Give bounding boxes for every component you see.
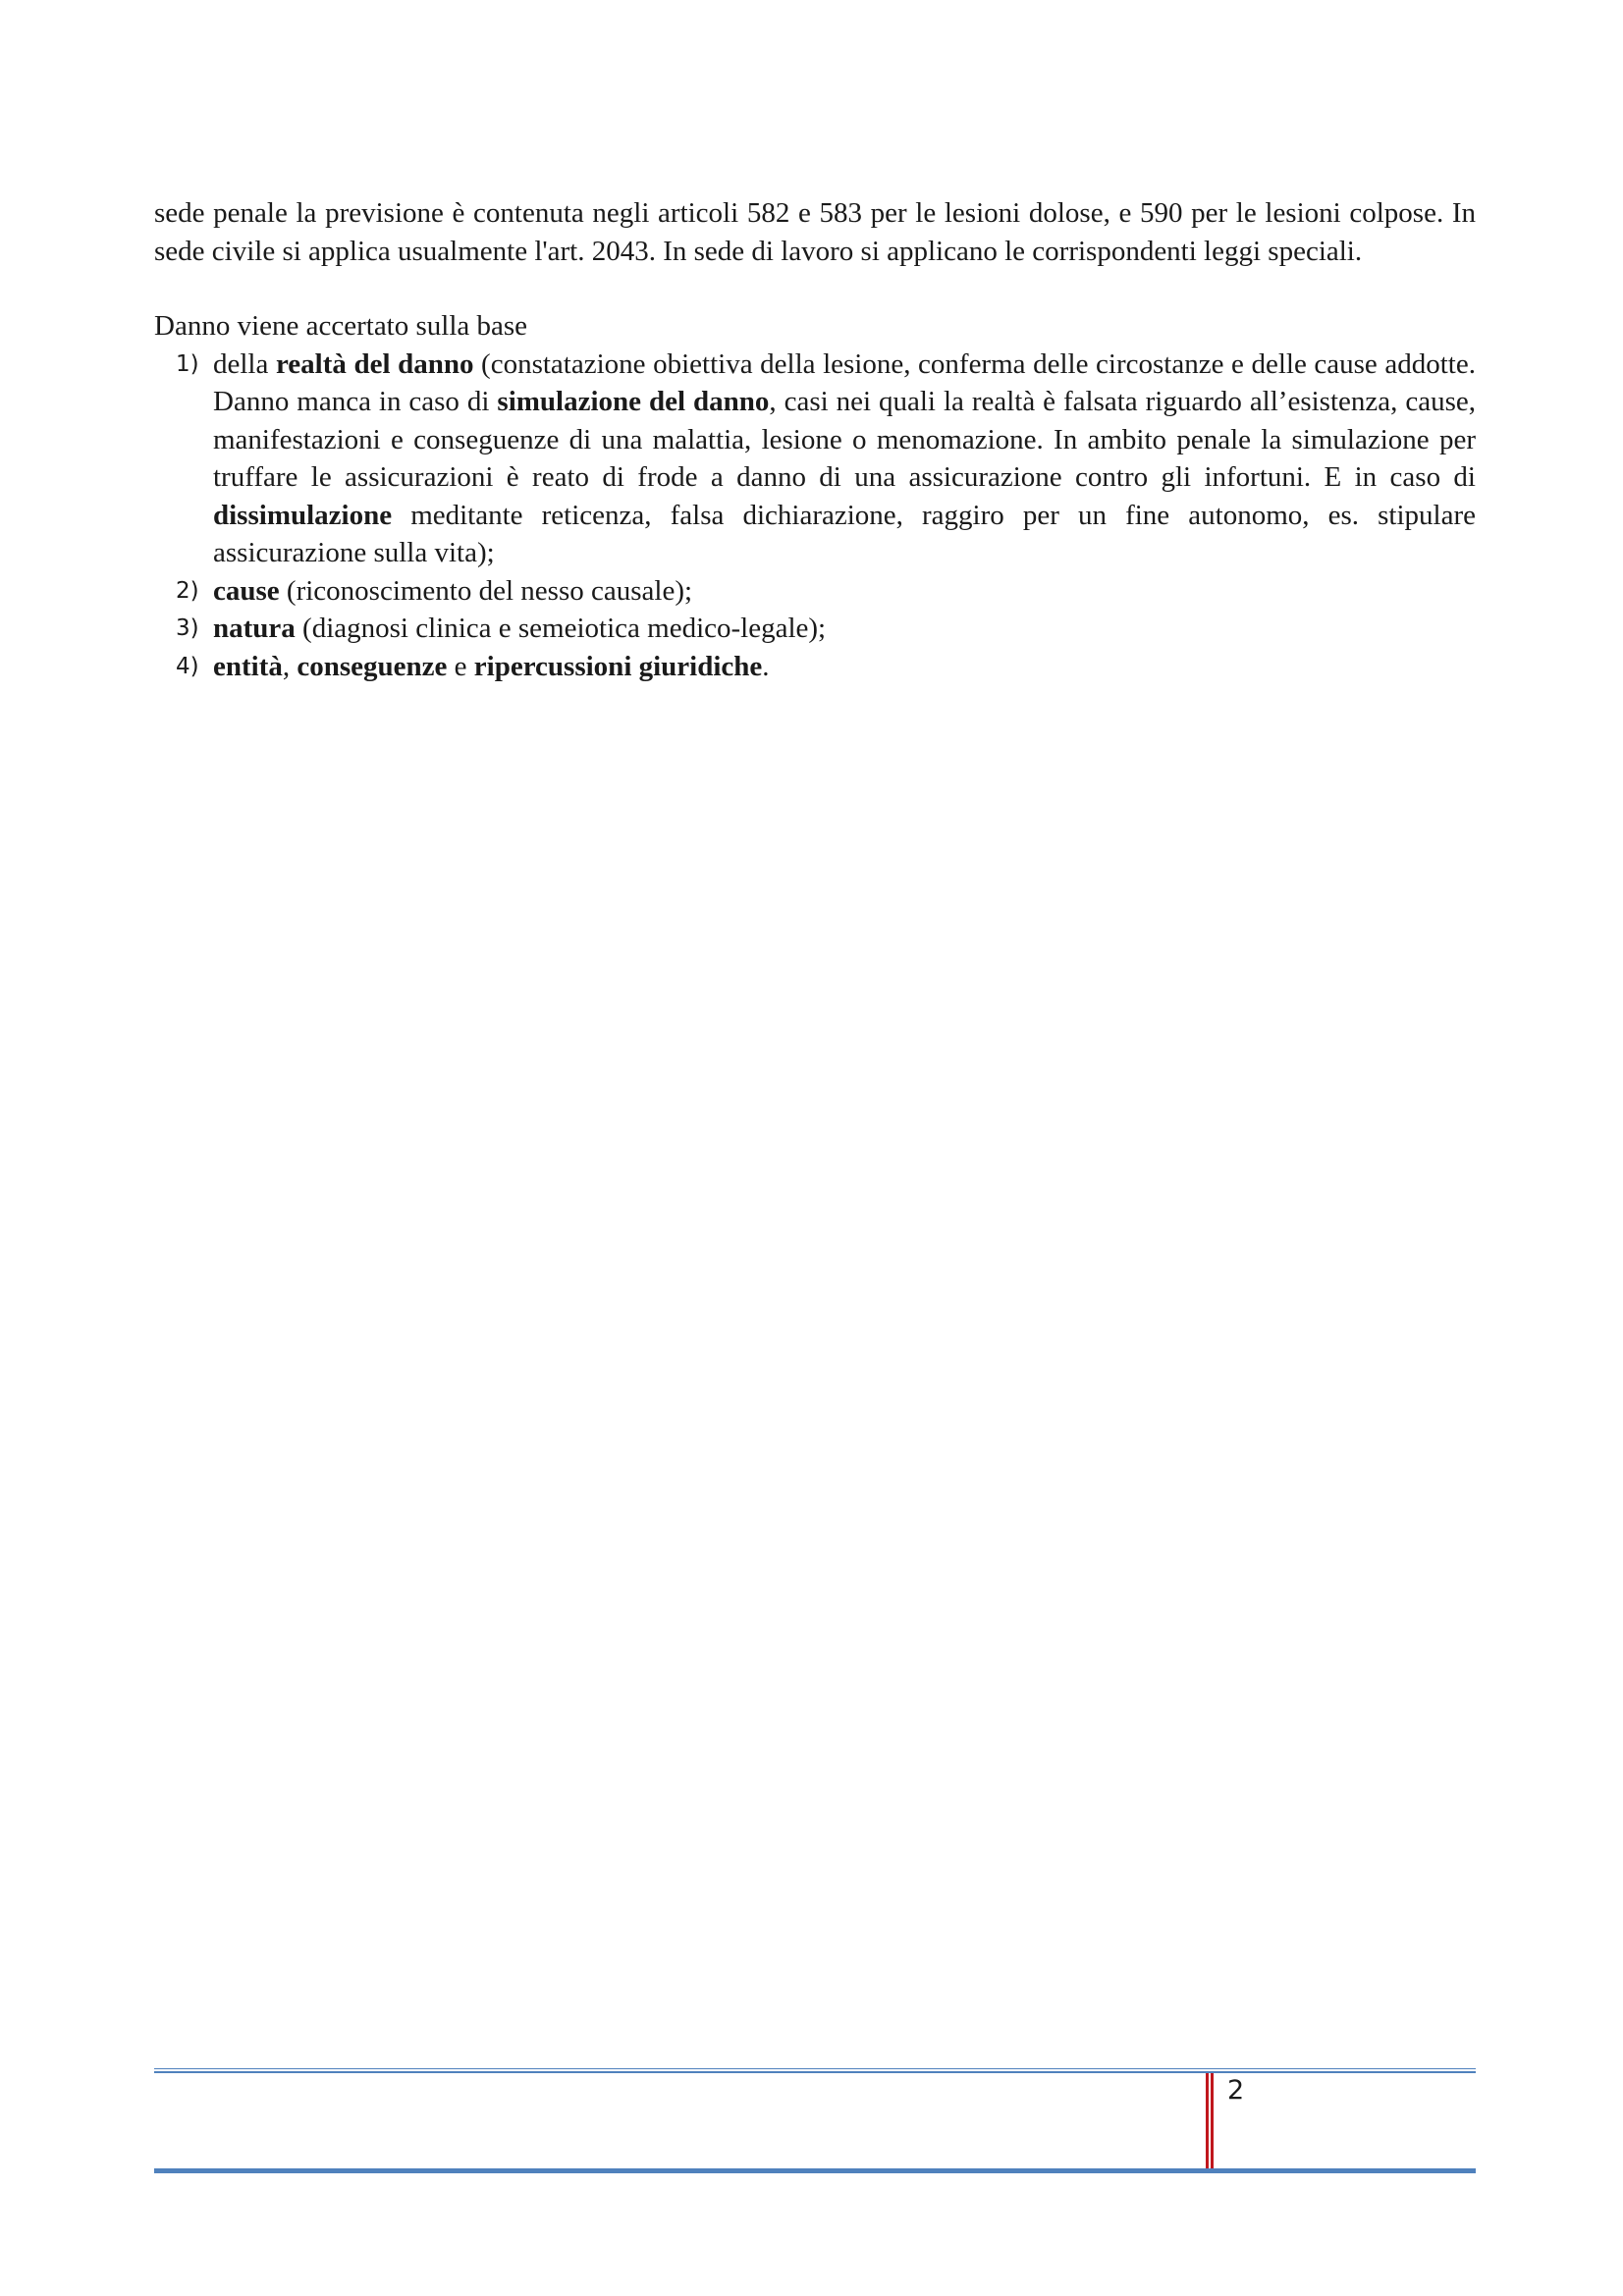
page-number: 2 (1227, 2075, 1245, 2106)
list-item (154, 346, 1476, 572)
list-item (154, 572, 1476, 611)
list-number: 2) (176, 577, 199, 604)
item-text: (diagnosi clinica e semeiotica medico-legale); (295, 613, 827, 644)
item-bold-term: ripercussioni giuridiche (473, 650, 763, 682)
item-bold-term: entità (213, 650, 283, 682)
item-text: . (762, 650, 770, 682)
item-text: e (447, 650, 474, 682)
item-bold-term: natura (213, 613, 296, 644)
item-text: , (282, 650, 298, 682)
list-item (154, 610, 1476, 648)
list-number: 1) (176, 350, 199, 377)
item-bold-term: conseguenze (297, 650, 448, 682)
list-item (154, 648, 1476, 686)
item-bold-term: simulazione del danno (497, 386, 770, 417)
list-intro: Danno viene accertato sulla base (154, 310, 528, 342)
list-number: 4) (176, 653, 199, 679)
footer-accent-bar (1206, 2073, 1214, 2168)
item-text: , casi nei quali la realtà è falsata riguardo all’esistenza, cause, manifestazioni e conseguenze di una malattia, lesione o menomazione. In ambito penale la simulazione per truffare le assicurazioni è reato di frode a danno di una assicurazione contro gli infortuni. E in caso di (213, 386, 1476, 493)
paragraph-legal-provisions: sede penale la previsione è contenuta negli articoli 582 e 583 per le lesioni dolose, e 590 per le lesioni colpose. In sede civile si applica usualmente l'art. 2043. In sede di lavoro si applicano le corrispondenti leggi speciali. (154, 197, 1476, 267)
item-text: meditante reticenza, falsa dichiarazione, raggiro per un fine autonomo, es. stipulare assicurazione sulla vita); (213, 499, 1476, 568)
list-number: 3) (176, 615, 199, 641)
item-bold-term: cause (213, 574, 280, 607)
item-bold-term: realtà del danno (275, 347, 474, 380)
footer-top-rule (154, 2068, 1476, 2073)
item-text: (constatazione obiettiva della lesione, conferma delle circostanze e delle cause addotte. Danno manca in caso di (213, 347, 1476, 417)
assessment-criteria-list (154, 346, 1476, 686)
page-body (154, 194, 1476, 685)
footer-bottom-rule (154, 2168, 1476, 2173)
item-text: della (213, 347, 276, 380)
item-bold-term: dissimulazione (213, 499, 393, 531)
item-text: (riconoscimento del nesso causale); (279, 574, 693, 607)
